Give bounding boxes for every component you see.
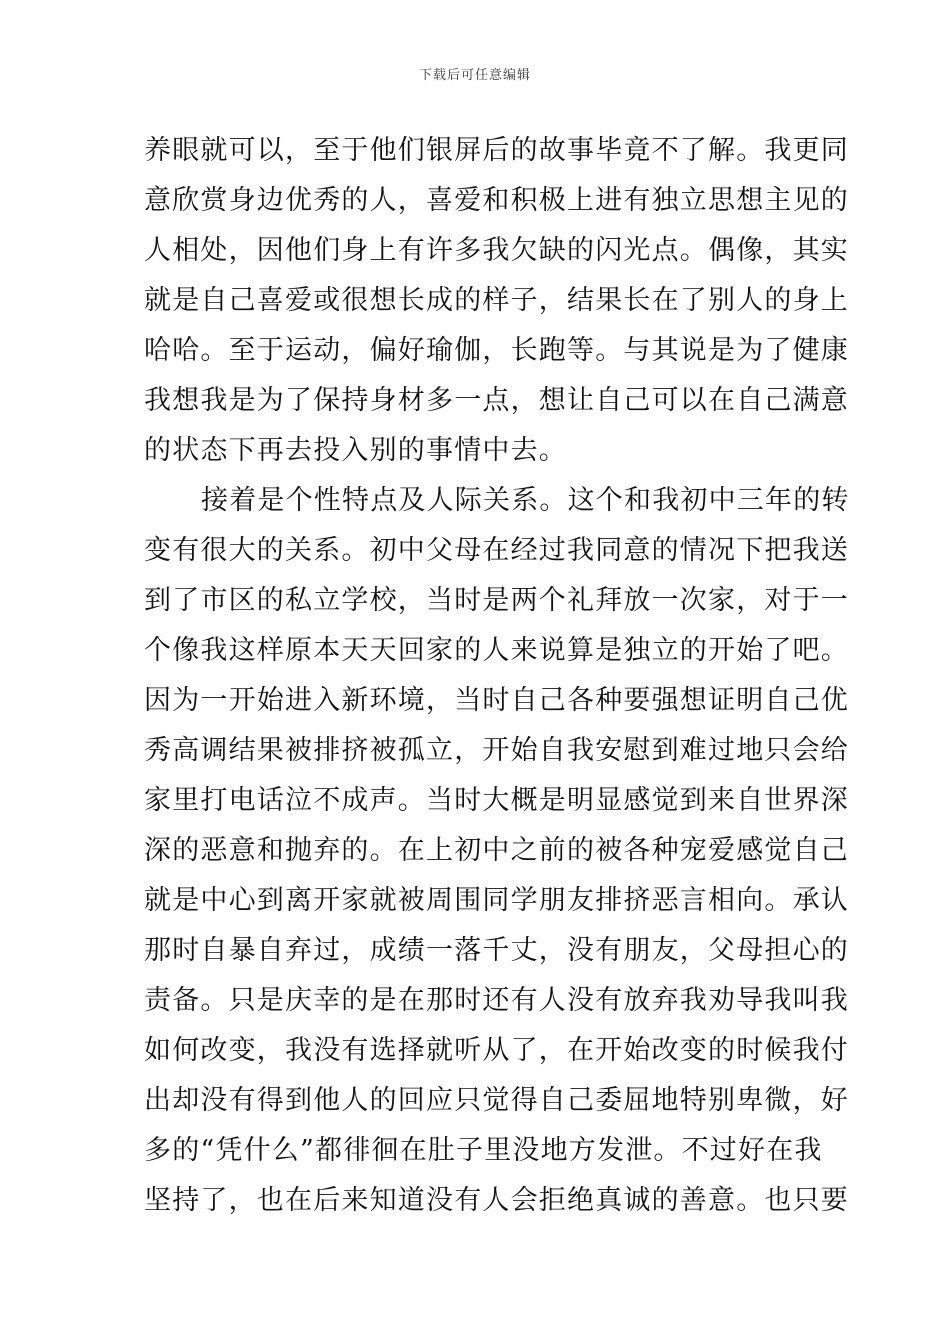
paragraph-start-line: 接着是个性特点及人际关系。这个和我初中三年的转	[201, 485, 850, 516]
document-body	[144, 126, 850, 1226]
text-line: 那时自暴自弃过，成绩一落千丈，没有朋友，父母担心的	[144, 935, 849, 966]
text-line: 深的恶意和抛弃的。在上初中之前的被各种宠爱感觉自己	[144, 835, 849, 866]
text-line: 家里打电话泣不成声。当时大概是明显感觉到来自世界深	[144, 785, 849, 816]
text-line: 就是自己喜爱或很想长成的样子，结果长在了别人的身上	[144, 285, 849, 316]
text-line: 人相处，因他们身上有许多我欠缺的闪光点。偶像，其实	[144, 235, 849, 266]
text-line: 意欣赏身边优秀的人，喜爱和积极上进有独立思想主见的	[144, 185, 849, 216]
text-line: 养眼就可以，至于他们银屏后的故事毕竟不了解。我更同	[144, 135, 849, 166]
text-line: 秀高调结果被排挤被孤立，开始自我安慰到难过地只会给	[144, 735, 849, 766]
text-line: 就是中心到离开家就被周围同学朋友排挤恶言相向。承认	[144, 885, 849, 916]
text-line: 出却没有得到他人的回应只觉得自己委屈地特别卑微，好	[144, 1085, 849, 1116]
text-line: 个像我这样原本天天回家的人来说算是独立的开始了吧。	[144, 635, 849, 666]
text-line: 我想我是为了保持身材多一点，想让自己可以在自己满意	[144, 385, 849, 416]
text-line: 哈哈。至于运动，偏好瑜伽，长跑等。与其说是为了健康	[144, 335, 849, 366]
text-line: 多的“凭什么”都徘徊在肚子里没地方发泄。不过好在我	[144, 1135, 823, 1166]
text-line: 责备。只是庆幸的是在那时还有人没有放弃我劝导我叫我	[144, 985, 849, 1016]
text-line: 如何改变，我没有选择就听从了，在开始改变的时候我付	[144, 1035, 849, 1066]
text-line: 因为一开始进入新环境，当时自己各种要强想证明自己优	[144, 685, 849, 716]
text-line: 到了市区的私立学校，当时是两个礼拜放一次家，对于一	[144, 585, 849, 616]
text-line: 的状态下再去投入别的事情中去。	[144, 435, 567, 466]
text-line: 变有很大的关系。初中父母在经过我同意的情况下把我送	[144, 535, 849, 566]
text-line: 坚持了，也在后来知道没有人会拒绝真诚的善意。也只要	[144, 1185, 849, 1216]
page-header-note: 下载后可任意编辑	[418, 68, 531, 83]
